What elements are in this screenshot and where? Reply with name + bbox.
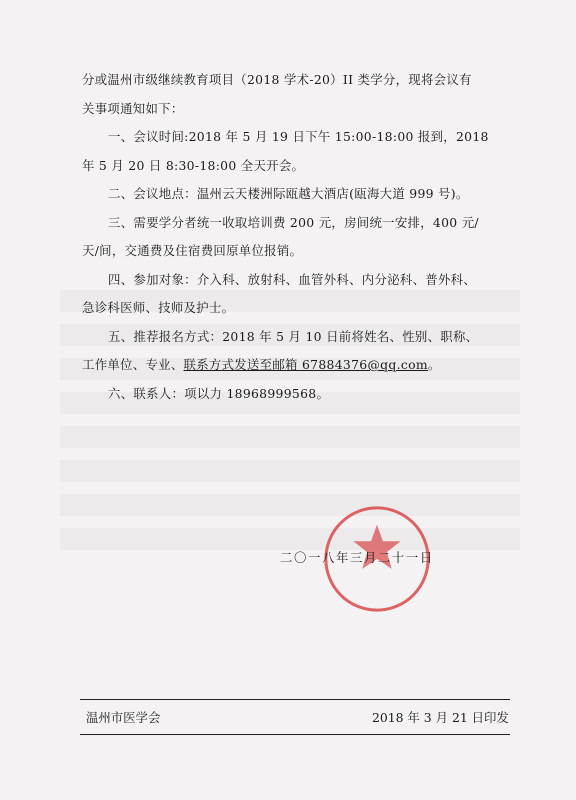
footer-top-rule [80, 699, 510, 700]
item-registration-continued [82, 351, 510, 380]
item-meeting-time: 一、会议时间:2018 年 5 月 19 日下午 15:00-18:00 报到，2018 [108, 129, 489, 144]
item-contact: 六、联系人：项以力 18968999568。 [108, 385, 330, 401]
body-line: 关事项通知如下： [82, 100, 184, 116]
document-date: 二〇一八年三月二十一日 [280, 550, 434, 565]
item-fees-continued: 天/间，交通费及住宿费回原单位报销。 [82, 243, 303, 258]
item-participants: 四、参加对象：介入科、放射科、血管外科、内分泌科、普外科、 [108, 271, 477, 287]
item-participants-continued: 急诊科医师、技师及护士。 [82, 300, 235, 315]
item-meeting-location: 二、会议地点：温州云天楼洲际瓯越大酒店(瓯海大道 999 号)。 [108, 186, 469, 201]
footer-bottom-rule [80, 734, 510, 735]
item-registration: 五、推荐报名方式：2018 年 5 月 10 日前将姓名、性别、职称、 [108, 328, 479, 344]
notice-body [82, 66, 510, 408]
item-fees: 三、需要学分者统一收取培训费 200 元，房间统一安排，400 元/ [108, 214, 479, 230]
item-meeting-time-continued: 年 5 月 20 日 8:30-18:00 全天开会。 [82, 157, 305, 173]
registration-email-link[interactable]: 联系方式发送至邮箱 67884376@qq.com [183, 357, 428, 372]
registration-period: 。 [427, 357, 441, 372]
footer-issuer: 温州市医学会 [86, 710, 161, 725]
registration-text: 工作单位、专业、 [82, 357, 184, 372]
footer-issued-date: 2018 年 3 月 21 日印发 [372, 710, 509, 725]
body-line: 分或温州市级继续教育项目（2018 学术-20）II 类学分，现将会议有 [82, 72, 472, 87]
